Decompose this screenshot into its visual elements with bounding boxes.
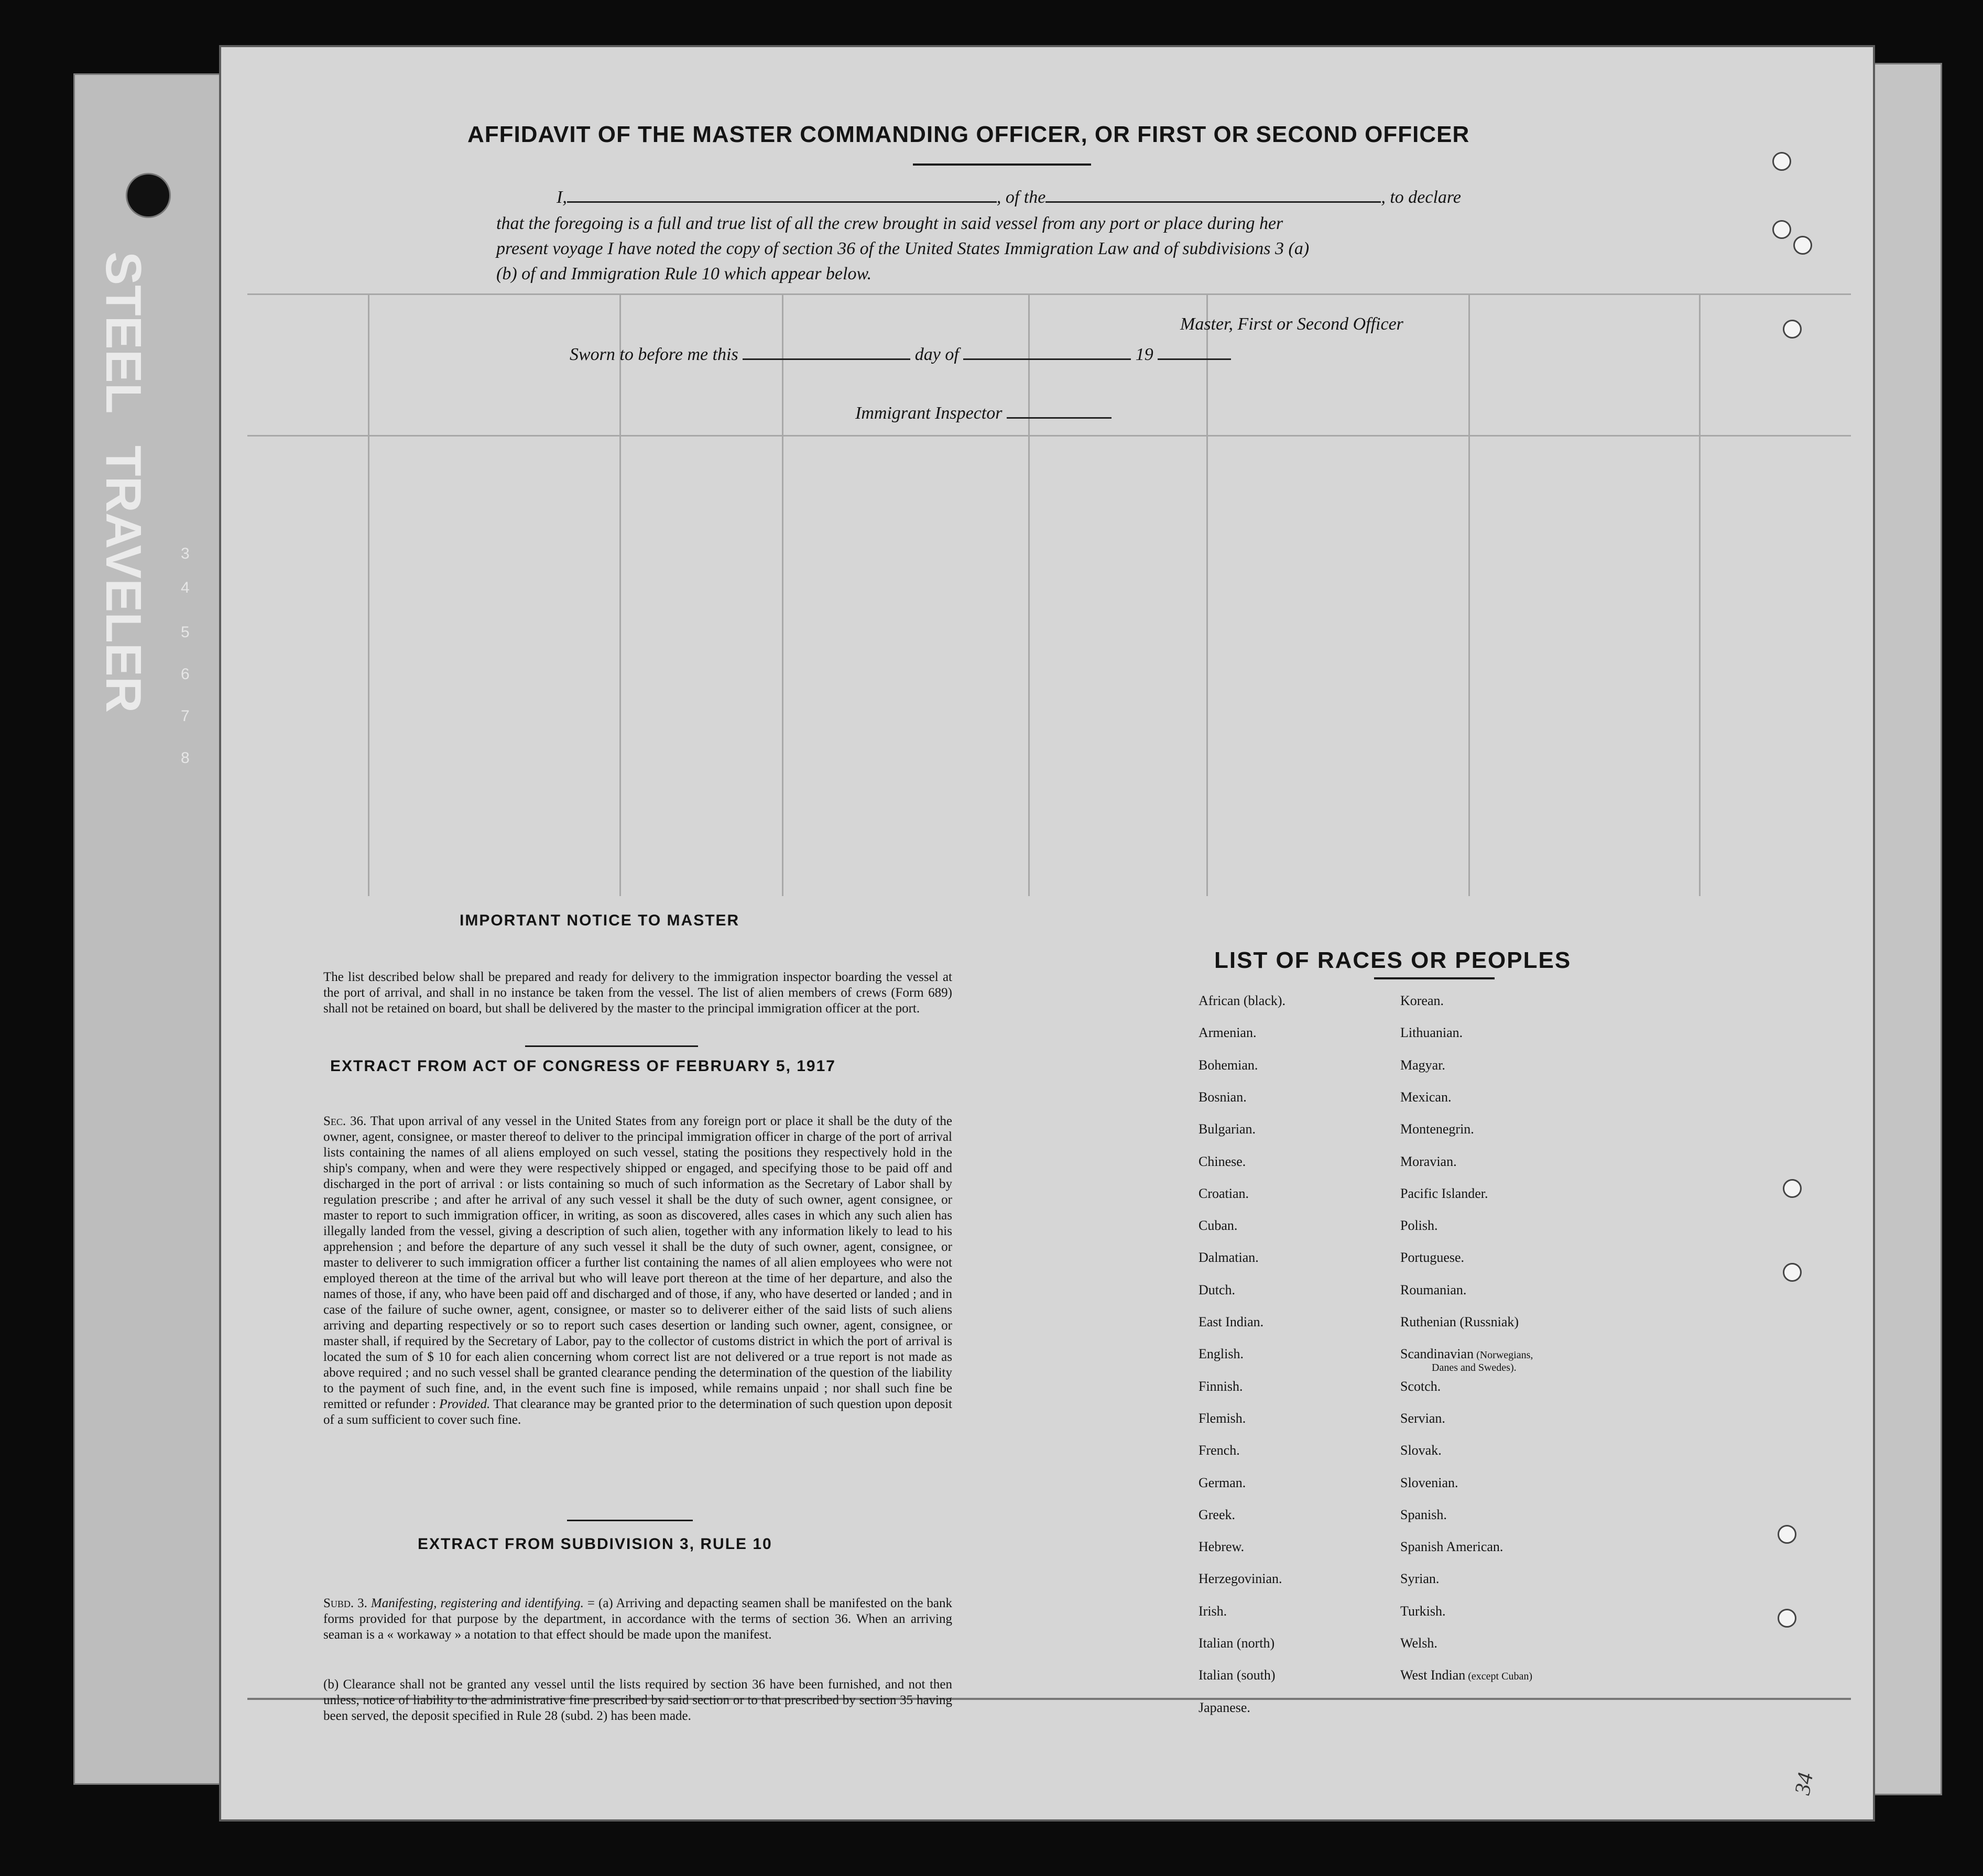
punch-hole: [1778, 1609, 1796, 1628]
strip-number: 6: [181, 666, 190, 683]
race-item: Syrian.: [1400, 1571, 1440, 1587]
race-item: German.: [1198, 1475, 1246, 1490]
ghost-table-line: [1028, 293, 1030, 896]
race-item: Magyar.: [1400, 1057, 1445, 1073]
race-item: Pacific Islander.: [1400, 1185, 1488, 1201]
manifest-page: [219, 45, 1875, 1822]
ghost-table-line: [1699, 293, 1701, 896]
race-item: Scotch.: [1400, 1378, 1441, 1394]
race-item: African (black).: [1198, 993, 1286, 1008]
race-item: Moravian.: [1400, 1153, 1457, 1169]
race-item: Bosnian.: [1198, 1089, 1247, 1105]
race-item: Turkish.: [1400, 1603, 1446, 1619]
race-item: Finnish.: [1198, 1378, 1243, 1394]
punch-hole: [1793, 236, 1812, 255]
affidavit-line-4: (b) of and Immigration Rule 10 which appear below.: [496, 264, 872, 283]
race-item: Mexican.: [1400, 1089, 1452, 1105]
strip-number: 7: [181, 707, 190, 725]
race-item: Portuguese.: [1400, 1250, 1465, 1266]
race-item: Flemish.: [1198, 1410, 1246, 1426]
race-item: Korean.: [1400, 993, 1444, 1008]
title-underline: [913, 163, 1091, 166]
race-item: Servian.: [1400, 1410, 1445, 1426]
ghost-table-line: [368, 293, 369, 896]
left-strip: [79, 246, 190, 1085]
race-item: Dalmatian.: [1198, 1250, 1259, 1266]
races-title: LIST OF RACES OR PEOPLES: [1214, 947, 1572, 973]
race-item: Dutch.: [1198, 1282, 1236, 1297]
extract-rule-b-text: (b) Clearance shall not be granted any vessel until the lists required by section 36 have been furnished, and not then unless, notice of liability to the administrative fine prescribed by said section or to that prescribed by section 35 having been served, the deposit specified in Rule 28 (subd. 2) has been made.: [323, 1677, 952, 1723]
affidavit-line-3: present voyage I have noted the copy of section 36 of the United States Immigration Law and of subdivisions 3 (a): [496, 239, 1310, 258]
race-item: French.: [1198, 1443, 1240, 1458]
ghost-table-line: [782, 293, 783, 896]
extract-act-text: Sec. 36. That upon arrival of any vessel in the United States from any foreign port or place it shall be the duty of the owner, agent, consignee, or master thereof to deliver to the principal immigration officer in charge of the port of arrival lists containing the names of all aliens employed on such vessel, stating the positions they respectively hold in the ship's company, when and were they were respectively shipped or engaged, and specifying those to be paid off and discharged in the port of arrival : or lists containing so much of such information as the Secretary of Labor shall by regulation prescribe ; and after he arrival of any such vessel it shall be the duty of such owner, agent consignee, or master to report to such immigration officer, in writing, as soon as discovered, alles cases in which any such alien has illegally landed from the vessel, giving a description of such alien, together with any information likely to lead to his apprehension ; and before the departure of any such vessel it shall be the duty of such owner, agent, consignee, or master to deliverer to such immigration officer a further list containing the names of all alien employees who were not employed thereon at the time of the arrival but who will leave port thereon at the time of her departure, and also the names of those, if any, who have been paid off and discharged and of those, if any, who have deserted or landed ; and in case of the failure of suche owner, agent, consignee, or master so to deliverer either of the said lists of such aliens arriving and departing respectively or so to report such cases desertion or landing such owner, agent, consignee, or master shall, if required by the Secretary of Labor, pay to the collector of customs district in which the port of arrival is located the sum of $ 10 for each alien concerning whom correct list are not delivered or a true report is not made as above required ; and no such vessel shall be granted clearance pending the determination of the question of the liability to the payment of such fine, and, in the event such fine is imposed, while remains unpaid ; nor shall such fine be remitted or refunder : Provided. That clearance may be granted prior to the determination of such question upon deposit of a sum sufficient to cover such fine.: [323, 1114, 952, 1427]
race-item: Slovenian.: [1400, 1475, 1458, 1490]
race-item: East Indian.: [1198, 1314, 1264, 1329]
race-item: Bohemian.: [1198, 1057, 1258, 1073]
page-number: 34: [1790, 1771, 1818, 1797]
strip-number: 4: [181, 579, 190, 596]
ghost-table-line: [1468, 293, 1470, 896]
strip-number: 3: [181, 545, 190, 562]
race-item: Polish.: [1400, 1218, 1438, 1234]
race-item: Spanish.: [1400, 1507, 1447, 1522]
race-item: Japanese.: [1198, 1699, 1250, 1715]
inspector-line: Immigrant Inspector: [855, 403, 1112, 423]
punch-hole: [1778, 1525, 1796, 1544]
race-item: Hebrew.: [1198, 1539, 1245, 1555]
strip-number: 8: [181, 749, 190, 767]
race-item: Bulgarian.: [1198, 1121, 1256, 1137]
ghost-table-line: [619, 293, 621, 896]
notice-divider: [525, 1045, 698, 1047]
extract-rule-text: Subd. 3. Manifesting, registering and identifying. = (a) Arriving and depacting seamen shall be manifested on the bank forms provided for that purpose by the department, in accordance with the terms of section 36. When an arriving seaman is a « workaway » a notation to that effect should be made upon the manifest.: [323, 1596, 953, 1642]
notice-text: The list described below shall be prepared and ready for delivery to the immigration inspector boarding the vessel at the port of arrival, and shall in no instance be taken from the vessel. The list of alien members of crews (Form 689) shall not be retained on board, but shall be delivered by the master to the principal immigration officer at the port.: [323, 970, 952, 1016]
stamp-steel: STEEL: [95, 252, 151, 414]
affidavit-title: AFFIDAVIT OF THE MASTER COMMANDING OFFICER, OR FIRST OR SECOND OFFICER: [467, 122, 1470, 147]
race-item: Cuban.: [1198, 1218, 1238, 1234]
punch-hole: [1783, 320, 1802, 339]
race-item: Italian (north): [1198, 1635, 1275, 1651]
punch-hole: [1783, 1179, 1802, 1198]
extract-rule-title: EXTRACT FROM SUBDIVISION 3, RULE 10: [418, 1535, 772, 1553]
stamp-traveler: TRAVELER: [95, 445, 151, 713]
race-item: West Indian (except Cuban): [1400, 1667, 1532, 1683]
race-item: Italian (south): [1198, 1667, 1276, 1683]
race-item: Irish.: [1198, 1603, 1227, 1619]
race-item: Herzegovinian.: [1198, 1571, 1282, 1587]
sworn-line: Sworn to before me this day of 19: [570, 345, 1231, 365]
race-item: Chinese.: [1198, 1153, 1246, 1169]
race-item: Roumanian.: [1400, 1282, 1467, 1297]
race-item: Greek.: [1198, 1507, 1236, 1522]
race-item: Lithuanian.: [1400, 1025, 1463, 1041]
race-item: Scandinavian (Norwegians, Danes and Swedes).: [1400, 1346, 1533, 1374]
strip-number: 5: [181, 624, 190, 641]
punch-hole: [1772, 220, 1791, 239]
race-item: Ruthenian (Russniak): [1400, 1314, 1519, 1329]
race-item: English.: [1198, 1346, 1244, 1362]
race-item: Slovak.: [1400, 1443, 1442, 1458]
clip-mark: [126, 173, 171, 218]
race-item: Welsh.: [1400, 1635, 1437, 1651]
punch-hole: [1783, 1263, 1802, 1282]
ghost-table-line: [247, 435, 1851, 437]
affidavit-line-1: I, , of the , to declare: [557, 188, 1461, 207]
race-note: (except Cuban): [1465, 1671, 1532, 1683]
race-item: Spanish American.: [1400, 1539, 1503, 1555]
race-note: Danes and Swedes).: [1432, 1362, 1517, 1374]
notice-title: IMPORTANT NOTICE TO MASTER: [460, 912, 740, 929]
race-item: Croatian.: [1198, 1185, 1249, 1201]
punch-hole: [1772, 152, 1791, 171]
officer-label: Master, First or Second Officer: [1180, 314, 1403, 334]
affidavit-line-2: that the foregoing is a full and true list of all the crew brought in said vessel from any port or place during her: [496, 214, 1283, 233]
ghost-table-line: [1206, 293, 1208, 896]
race-item: Armenian.: [1198, 1025, 1257, 1041]
ghost-table-line: [247, 293, 1851, 295]
races-underline: [1374, 977, 1495, 979]
race-note: (Norwegians,: [1474, 1349, 1533, 1361]
race-item: Montenegrin.: [1400, 1121, 1474, 1137]
extract-act-title: EXTRACT FROM ACT OF CONGRESS OF FEBRUARY 5, 1917: [330, 1057, 836, 1075]
act-divider: [567, 1520, 693, 1521]
